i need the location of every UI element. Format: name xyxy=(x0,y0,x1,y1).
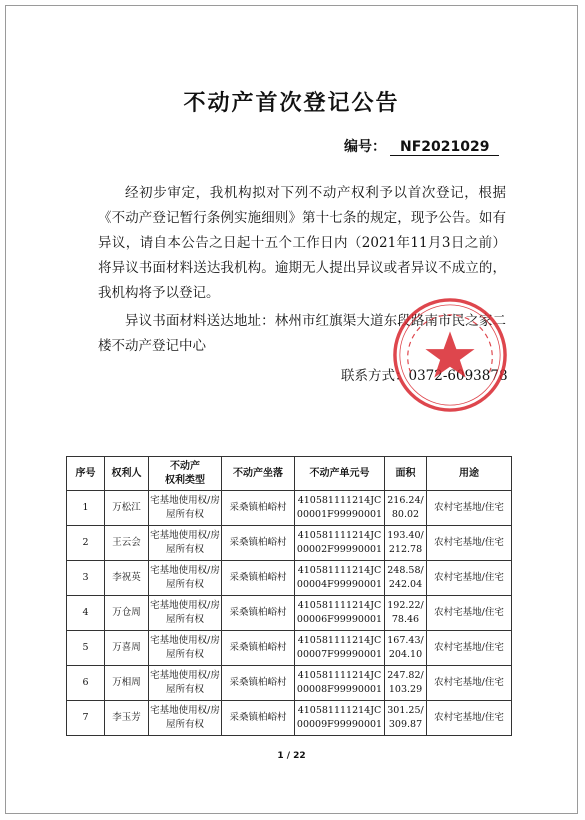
cell-seq: 3 xyxy=(67,561,105,596)
cell-use: 农村宅基地/住宅 xyxy=(427,561,512,596)
header-location: 不动产坐落 xyxy=(222,457,295,491)
cell-area: 301.25/309.87 xyxy=(385,701,427,736)
cell-owner: 李玉芳 xyxy=(105,701,149,736)
cell-seq: 1 xyxy=(67,491,105,526)
cell-seq: 6 xyxy=(67,666,105,701)
cell-type: 宅基地使用权/房屋所有权 xyxy=(149,701,222,736)
cell-location: 采桑镇柏峪村 xyxy=(222,491,295,526)
cell-location: 采桑镇柏峪村 xyxy=(222,666,295,701)
table-row xyxy=(67,491,512,526)
cell-seq: 2 xyxy=(67,526,105,561)
header-owner: 权利人 xyxy=(105,457,149,491)
cell-location: 采桑镇柏峪村 xyxy=(222,631,295,666)
announcement-paragraph-1 xyxy=(98,181,506,306)
cell-unit: 410581111214JC00001F99990001 xyxy=(295,491,385,526)
document-number xyxy=(344,136,499,156)
table-row xyxy=(67,526,512,561)
header-area: 面积 xyxy=(385,457,427,491)
cell-owner: 李祝英 xyxy=(105,561,149,596)
header-right-type xyxy=(149,457,222,491)
cell-unit: 410581111214JC00009F99990001 xyxy=(295,701,385,736)
table-row xyxy=(67,631,512,666)
cell-type: 宅基地使用权/房屋所有权 xyxy=(149,491,222,526)
cell-area: 248.58/242.04 xyxy=(385,561,427,596)
cell-owner: 万相周 xyxy=(105,666,149,701)
cell-owner: 万松江 xyxy=(105,491,149,526)
cell-unit: 410581111214JC00006F99990001 xyxy=(295,596,385,631)
cell-unit: 410581111214JC00002F99990001 xyxy=(295,526,385,561)
cell-use: 农村宅基地/住宅 xyxy=(427,631,512,666)
cell-seq: 5 xyxy=(67,631,105,666)
cell-type: 宅基地使用权/房屋所有权 xyxy=(149,666,222,701)
number-label: 编号： xyxy=(344,139,386,155)
paragraph-1-text: 经初步审定，我机构拟对下列不动产权利予以首次登记，根据《不动产登记暂行条例实施细则》第十七条的规定，现予公告。如有异议，请自本公告之日起十五个工作日内（2021年11月3日之前）将异议书面材料送达我机构。逾期无人提出异议或者异议不成立的，我机构将予以登记。 xyxy=(98,185,506,301)
header-seq: 序号 xyxy=(67,457,105,491)
cell-use: 农村宅基地/住宅 xyxy=(427,596,512,631)
cell-unit: 410581111214JC00007F99990001 xyxy=(295,631,385,666)
cell-owner: 万仓周 xyxy=(105,596,149,631)
cell-type: 宅基地使用权/房屋所有权 xyxy=(149,561,222,596)
cell-location: 采桑镇柏峪村 xyxy=(222,526,295,561)
cell-area: 192.22/78.46 xyxy=(385,596,427,631)
cell-use: 农村宅基地/住宅 xyxy=(427,701,512,736)
cell-area: 167.43/204.10 xyxy=(385,631,427,666)
table-row xyxy=(67,561,512,596)
cell-area: 216.24/80.02 xyxy=(385,491,427,526)
cell-use: 农村宅基地/住宅 xyxy=(427,526,512,561)
table-row xyxy=(67,596,512,631)
cell-use: 农村宅基地/住宅 xyxy=(427,666,512,701)
cell-owner: 万喜周 xyxy=(105,631,149,666)
table-header-row xyxy=(67,457,512,491)
cell-unit: 410581111214JC00004F99990001 xyxy=(295,561,385,596)
header-type-line2: 权利类型 xyxy=(165,474,205,486)
cell-area: 193.40/212.78 xyxy=(385,526,427,561)
cell-type: 宅基地使用权/房屋所有权 xyxy=(149,631,222,666)
cell-unit: 410581111214JC00008F99990001 xyxy=(295,666,385,701)
cell-location: 采桑镇柏峪村 xyxy=(222,561,295,596)
document-title: 不动产首次登记公告 xyxy=(183,91,400,116)
number-value: NF2021029 xyxy=(390,139,499,156)
header-type-line1: 不动产 xyxy=(170,460,200,472)
table-row xyxy=(67,666,512,701)
official-seal-icon xyxy=(391,296,509,414)
cell-type: 宅基地使用权/房屋所有权 xyxy=(149,596,222,631)
contact-info: 联系方式：0372-6093878 xyxy=(341,368,508,384)
document-page xyxy=(5,5,578,814)
cell-use: 农村宅基地/住宅 xyxy=(427,491,512,526)
cell-seq: 7 xyxy=(67,701,105,736)
cell-location: 采桑镇柏峪村 xyxy=(222,701,295,736)
header-use: 用途 xyxy=(427,457,512,491)
page-number: 1 / 22 xyxy=(277,751,306,761)
header-unit-number: 不动产单元号 xyxy=(295,457,385,491)
cell-area: 247.82/103.29 xyxy=(385,666,427,701)
paragraph-2-text: 异议书面材料送达地址：林州市红旗渠大道东段路南市民之家二楼不动产登记中心 xyxy=(98,313,506,354)
cell-owner: 王云会 xyxy=(105,526,149,561)
cell-seq: 4 xyxy=(67,596,105,631)
cell-type: 宅基地使用权/房屋所有权 xyxy=(149,526,222,561)
cell-location: 采桑镇柏峪村 xyxy=(222,596,295,631)
table-row xyxy=(67,701,512,736)
registration-table xyxy=(66,456,512,736)
